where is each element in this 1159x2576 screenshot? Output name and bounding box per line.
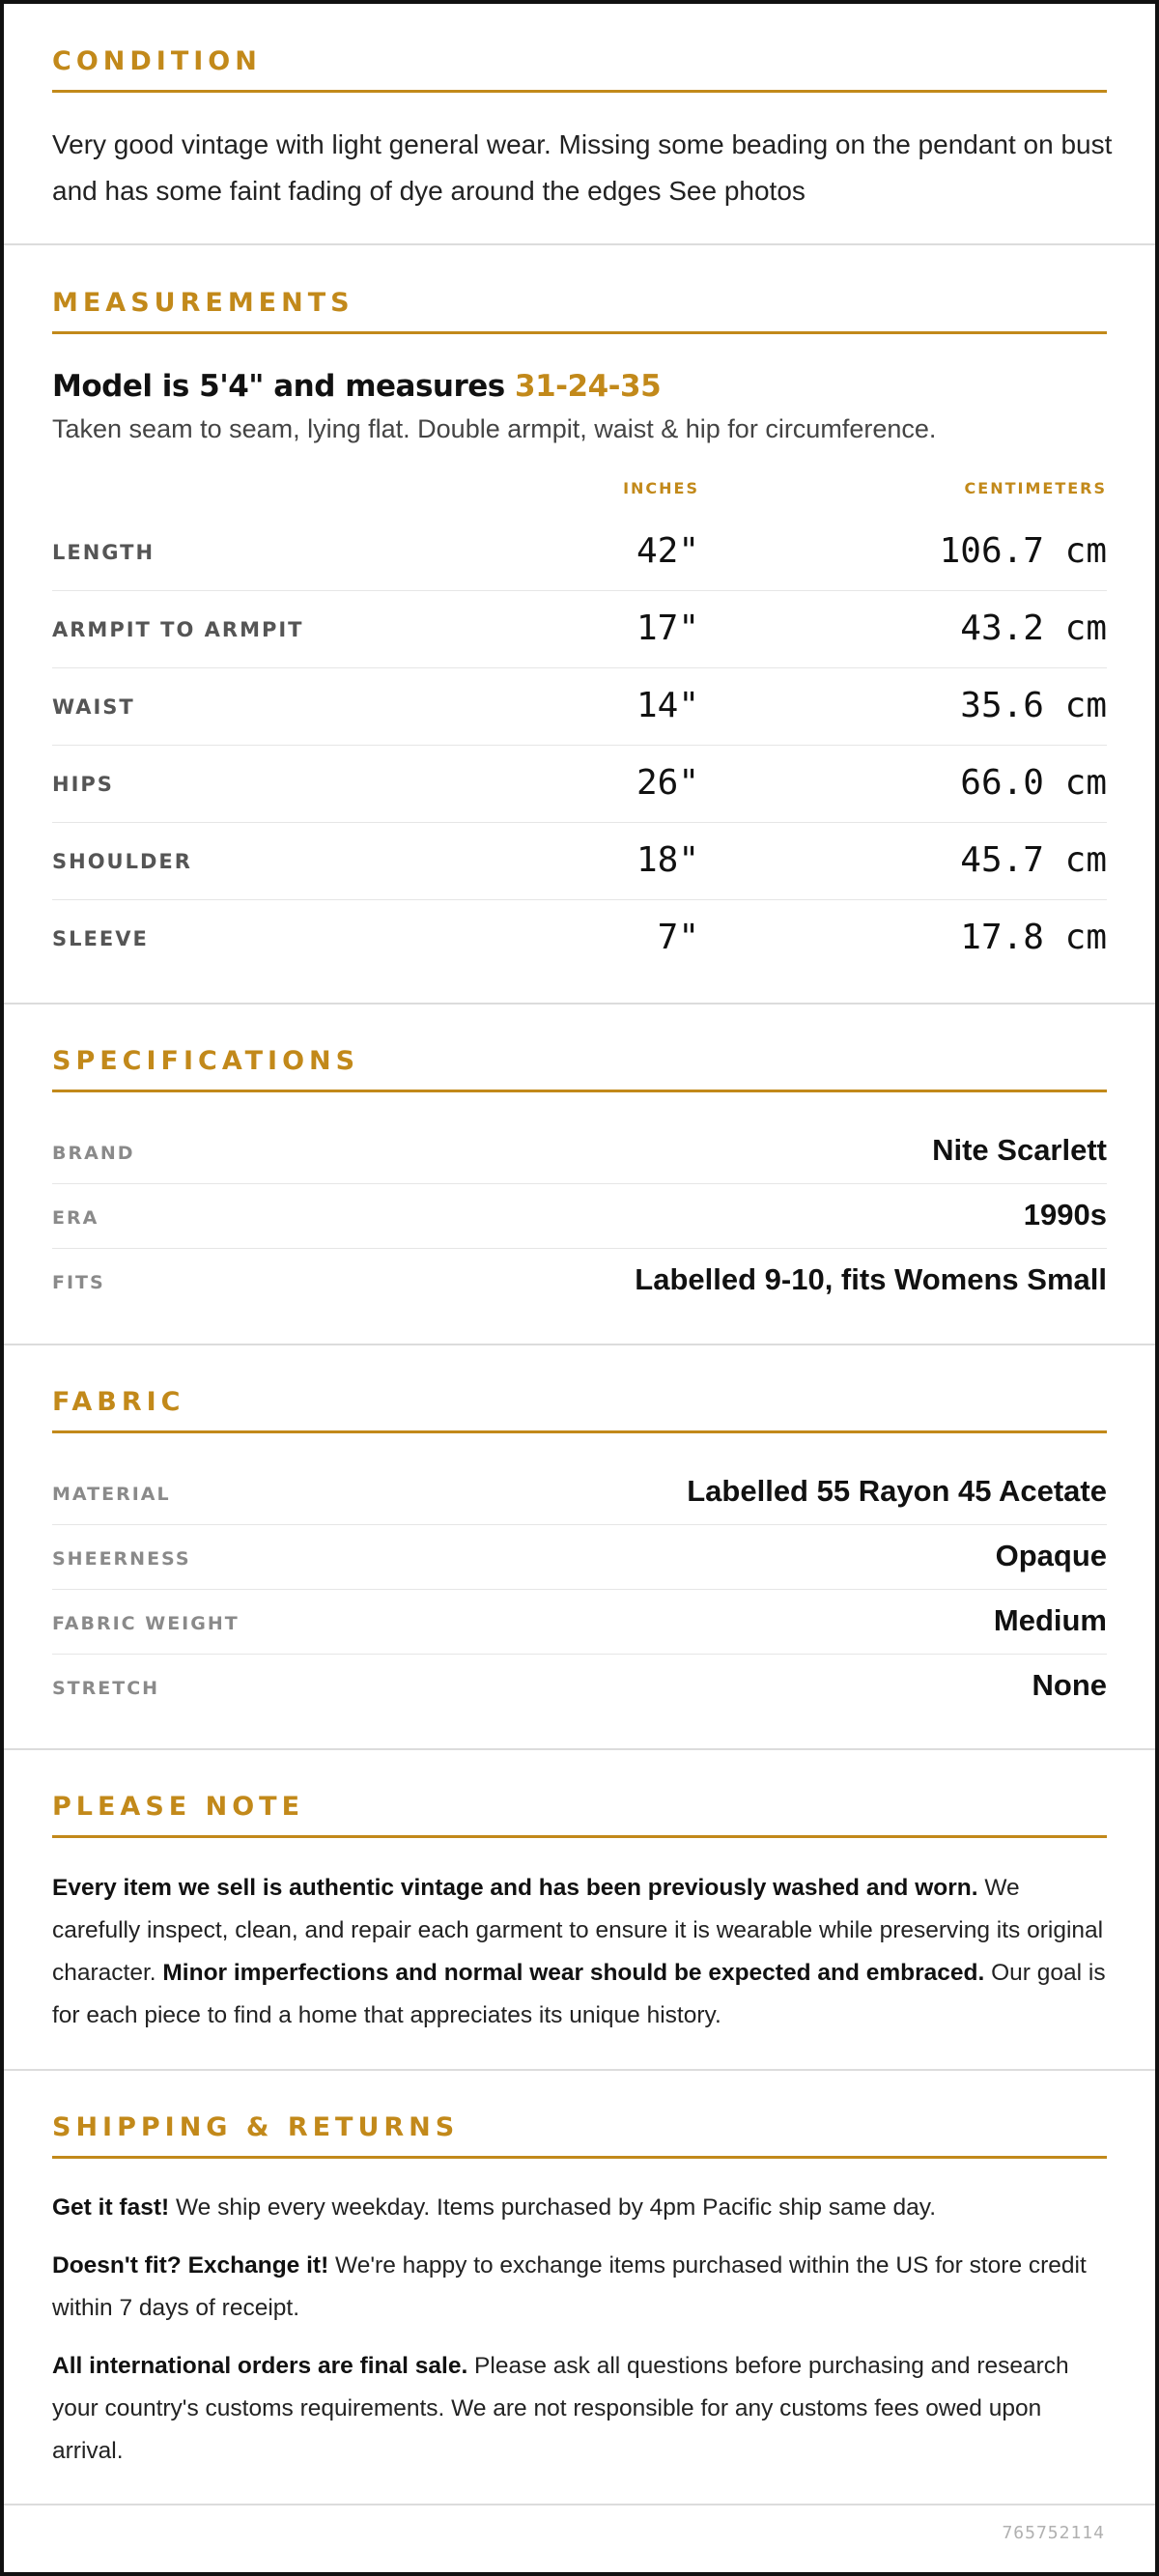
fabric-value: None: [1032, 1668, 1107, 1702]
measurement-label: LENGTH: [52, 541, 155, 564]
measurement-row-armpit: [52, 591, 1107, 668]
fabric-row-material: [52, 1460, 1107, 1525]
section-divider: [4, 1003, 1155, 1005]
ship-bold-3: All international orders are final sale.: [52, 2353, 468, 2379]
section-divider: [4, 2069, 1155, 2071]
measurement-cm: 106.7 cm: [939, 531, 1107, 571]
fabric-value: Opaque: [995, 1539, 1107, 1572]
section-divider: [4, 1344, 1155, 1345]
measurement-row-length: [52, 514, 1107, 591]
ship-text-1: We ship every weekday. Items purchased by 4pm Pacific ship same day.: [169, 2194, 937, 2221]
spec-row-brand: [52, 1119, 1107, 1184]
measurement-cm: 45.7 cm: [960, 840, 1107, 880]
measurement-label: WAIST: [52, 695, 135, 719]
note-bold-2: Minor imperfections and normal wear should be expected and embraced.: [162, 1960, 985, 1986]
measurement-cm: 43.2 cm: [960, 609, 1107, 648]
measurement-label: SLEEVE: [52, 927, 149, 950]
spec-label: ERA: [52, 1207, 99, 1229]
fabric-label: STRETCH: [52, 1678, 160, 1699]
measurement-cm: 35.6 cm: [960, 686, 1107, 725]
shipping-para-2: [52, 2245, 1115, 2330]
section-divider: [4, 243, 1155, 245]
ship-bold-2: Doesn't fit? Exchange it!: [52, 2252, 329, 2279]
spec-label: FITS: [52, 1272, 105, 1293]
section-divider: [4, 2504, 1155, 2505]
condition-heading: CONDITION: [52, 46, 1107, 93]
fabric-row-stretch: [52, 1655, 1107, 1719]
model-measures-value: 31-24-35: [515, 369, 662, 404]
measurement-inches: 18": [636, 840, 699, 880]
spec-value: Nite Scarlett: [932, 1133, 1107, 1167]
measurements-subtitle: Taken seam to seam, lying flat. Double armpit, waist & hip for circumference.: [52, 414, 937, 443]
measurement-label: ARMPIT TO ARMPIT: [52, 618, 304, 641]
fabric-value: Labelled 55 Rayon 45 Acetate: [687, 1474, 1107, 1508]
note-text-2: Our goal is for each piece to find a home that appreciates its unique history.: [52, 1960, 1106, 2028]
measurement-row-waist: [52, 668, 1107, 746]
fabric-row-sheerness: [52, 1525, 1107, 1590]
measurement-label: HIPS: [52, 773, 114, 796]
fabric-row-weight: [52, 1590, 1107, 1655]
measurement-row-sleeve: [52, 900, 1107, 977]
product-id: 765752114: [1002, 2523, 1105, 2543]
measurement-label: SHOULDER: [52, 850, 192, 873]
spec-label: BRAND: [52, 1143, 135, 1164]
measurement-cm: 17.8 cm: [960, 918, 1107, 957]
measurement-cm: 66.0 cm: [960, 763, 1107, 803]
col-cm-header: CENTIMETERS: [964, 479, 1107, 497]
measurements-heading: MEASUREMENTS: [52, 288, 1107, 334]
shipping-heading: SHIPPING & RETURNS: [52, 2112, 1107, 2159]
col-inches-header: INCHES: [623, 479, 699, 497]
measurement-inches: 14": [636, 686, 699, 725]
measurement-inches: 7": [657, 918, 699, 957]
spec-value: 1990s: [1023, 1198, 1107, 1231]
measurement-inches: 42": [636, 531, 699, 571]
fabric-label: FABRIC WEIGHT: [52, 1613, 240, 1634]
fabric-label: SHEERNESS: [52, 1548, 191, 1570]
measurement-row-shoulder: [52, 823, 1107, 900]
specifications-heading: SPECIFICATIONS: [52, 1046, 1107, 1092]
spec-row-era: [52, 1184, 1107, 1249]
note-text-1: We carefully inspect, clean, and repair each garment to ensure it is wearable while preserving its original character.: [52, 1875, 1104, 1986]
spec-value: Labelled 9-10, fits Womens Small: [635, 1262, 1107, 1296]
condition-text: Very good vintage with light general wear. Missing some beading on the pendant on bust and has some faint fading of dye around the edges See photos: [52, 129, 1113, 206]
measurement-row-hips: [52, 746, 1107, 823]
please-note-text: [52, 1867, 1113, 2037]
ship-text-2: We're happy to exchange items purchased within the US for store credit within 7 days of receipt.: [52, 2252, 1087, 2321]
model-measures-line: [52, 369, 661, 404]
fabric-label: MATERIAL: [52, 1484, 171, 1505]
ship-bold-1: Get it fast!: [52, 2194, 170, 2221]
fabric-value: Medium: [993, 1603, 1107, 1637]
model-prefix: Model is 5'4" and measures: [52, 369, 516, 404]
measurement-inches: 17": [636, 609, 699, 648]
spec-row-fits: [52, 1249, 1107, 1314]
fabric-heading: FABRIC: [52, 1387, 1107, 1433]
section-divider: [4, 1748, 1155, 1750]
please-note-heading: PLEASE NOTE: [52, 1792, 1107, 1838]
ship-text-3: Please ask all questions before purchasing and research your country's customs requirements. We are not responsible for any customs fees owed upon arrival.: [52, 2353, 1069, 2464]
shipping-para-1: [52, 2187, 1115, 2229]
note-bold-1: Every item we sell is authentic vintage and has been previously washed and worn.: [52, 1875, 978, 1901]
measurement-inches: 26": [636, 763, 699, 803]
shipping-para-3: [52, 2345, 1115, 2473]
